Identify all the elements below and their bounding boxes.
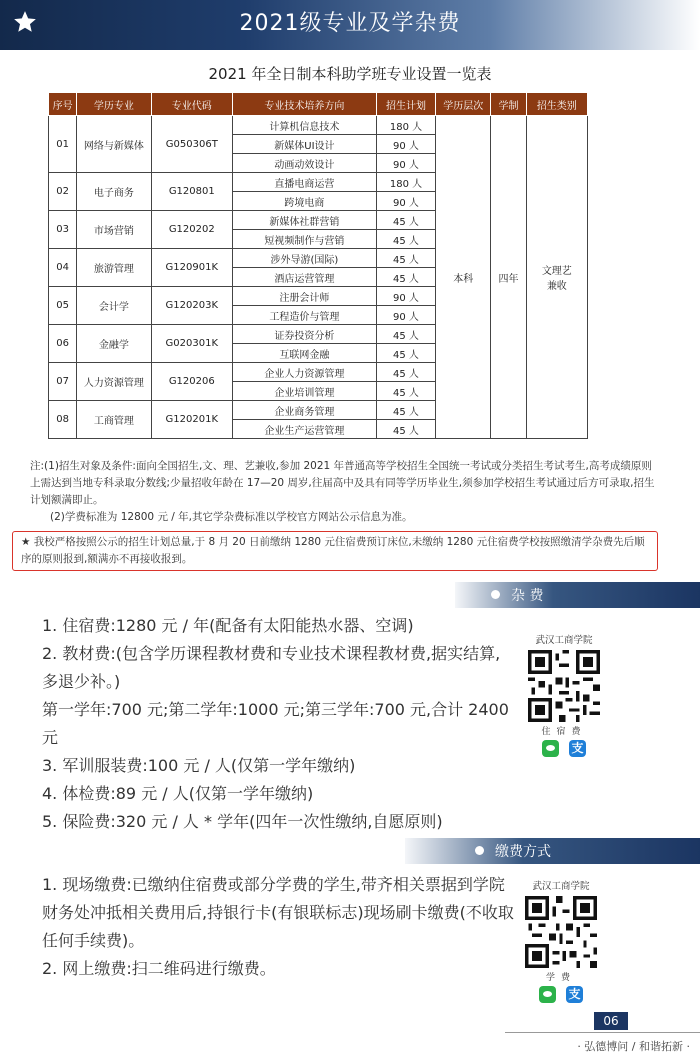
col-header: 专业技术培养方向 bbox=[233, 93, 377, 116]
cell-plan: 45 人 bbox=[376, 344, 435, 363]
cell-major: 人力资源管理 bbox=[77, 363, 151, 401]
wechat-pay-icon bbox=[539, 986, 556, 1003]
cell-direction: 新媒体社群营销 bbox=[233, 211, 377, 230]
cell-major: 旅游管理 bbox=[77, 249, 151, 287]
cell-category bbox=[526, 116, 587, 439]
list-item: 1. 住宿费:1280 元 / 年(配备有太阳能热水器、空调) bbox=[42, 616, 414, 635]
cell-direction: 酒店运营管理 bbox=[233, 268, 377, 287]
col-header: 学制 bbox=[491, 93, 526, 116]
cell-major: 电子商务 bbox=[77, 173, 151, 211]
col-header: 招生计划 bbox=[376, 93, 435, 116]
note-2: (2)学费标准为 12800 元 / 年,其它学杂费标准以学校官方网站公示信息为准。 bbox=[50, 511, 413, 523]
cell-major: 金融学 bbox=[77, 325, 151, 363]
col-header: 专业代码 bbox=[151, 93, 232, 116]
cell-code: G120203K bbox=[151, 287, 232, 325]
qr-tuition bbox=[519, 876, 603, 1003]
cell-plan: 180 人 bbox=[376, 116, 435, 135]
list-item: 第一学年:700 元;第二学年:1000 元;第三学年:700 元,合计 2400 元 bbox=[42, 700, 509, 747]
cell-no: 05 bbox=[49, 287, 77, 325]
cell-direction: 证券投资分析 bbox=[233, 325, 377, 344]
cell-plan: 90 人 bbox=[376, 154, 435, 173]
cell-direction: 注册会计师 bbox=[233, 287, 377, 306]
cell-direction: 动画动效设计 bbox=[233, 154, 377, 173]
cell-direction: 跨境电商 bbox=[233, 192, 377, 211]
col-header: 招生类别 bbox=[526, 93, 587, 116]
cell-no: 01 bbox=[49, 116, 77, 173]
payment-section-title: 缴费方式 bbox=[495, 844, 551, 860]
cell-direction: 互联网金融 bbox=[233, 344, 377, 363]
cell-no: 06 bbox=[49, 325, 77, 363]
cell-no: 04 bbox=[49, 249, 77, 287]
notice-box bbox=[12, 531, 658, 571]
cell-plan: 45 人 bbox=[376, 401, 435, 420]
list-item: 2. 教材费:(包含学历课程教材费和专业技术课程教材费,据实结算,多退少补。) bbox=[42, 644, 501, 691]
cell-plan: 45 人 bbox=[376, 325, 435, 344]
cell-plan: 180 人 bbox=[376, 173, 435, 192]
cell-plan: 45 人 bbox=[376, 382, 435, 401]
table-header-row bbox=[49, 93, 588, 116]
cell-direction: 短视频制作与营销 bbox=[233, 230, 377, 249]
cell-direction: 涉外导游(国际) bbox=[233, 249, 377, 268]
star-icon: ★ bbox=[21, 536, 34, 548]
cell-direction: 新媒体UI设计 bbox=[233, 135, 377, 154]
list-item: 4. 体检费:89 元 / 人(仅第一学年缴纳) bbox=[42, 784, 314, 803]
col-header: 序号 bbox=[49, 93, 77, 116]
qr-dorm bbox=[522, 630, 606, 757]
cell-code: G120206 bbox=[151, 363, 232, 401]
list-item: 1. 现场缴费:已缴纳住宿费或部分学费的学生,带齐相关票据到学院财务处冲抵相关费用后,持银行卡(有银联标志)现场刷卡缴费(不收取任何手续费)。 bbox=[42, 875, 514, 950]
notice-text: 我校严格按照公示的招生计划总量,于 8 月 20 日前缴纳 1280 元住宿费预订床位,未缴纳 1280 元住宿费学校按照缴清学杂费先后顺序的原则报到,额满亦不再接收报到。 bbox=[21, 536, 645, 565]
wechat-pay-icon bbox=[542, 740, 559, 757]
cell-no: 03 bbox=[49, 211, 77, 249]
cell-direction: 企业生产运营管理 bbox=[233, 420, 377, 439]
cell-no: 07 bbox=[49, 363, 77, 401]
cell-code: G120201K bbox=[151, 401, 232, 439]
cell-direction: 直播电商运营 bbox=[233, 173, 377, 192]
notes bbox=[30, 458, 658, 526]
footer-slogan: · 弘德博问 / 和谐拓新 · bbox=[577, 1040, 690, 1053]
list-item: 5. 保险费:320 元 / 人 * 学年(四年一次性缴纳,自愿原则) bbox=[42, 812, 443, 831]
alipay-icon: 支 bbox=[569, 740, 586, 757]
payment-method-list bbox=[24, 871, 514, 983]
cell-no: 08 bbox=[49, 401, 77, 439]
cell-plan: 45 人 bbox=[376, 420, 435, 439]
bullet-dot-icon bbox=[475, 846, 484, 855]
payment-section-bar bbox=[405, 838, 700, 864]
cell-direction: 企业人力资源管理 bbox=[233, 363, 377, 382]
major-table bbox=[48, 92, 588, 439]
cell-code: G050306T bbox=[151, 116, 232, 173]
category-line: 文理艺 bbox=[541, 266, 572, 277]
cell-plan: 45 人 bbox=[376, 249, 435, 268]
cell-code: G120202 bbox=[151, 211, 232, 249]
cell-plan: 90 人 bbox=[376, 135, 435, 154]
footer-divider bbox=[505, 1032, 700, 1033]
misc-fee-list bbox=[24, 612, 514, 836]
cell-major: 工商管理 bbox=[77, 401, 151, 439]
col-header: 学历专业 bbox=[77, 93, 151, 116]
cell-level: 本科 bbox=[436, 116, 491, 439]
alipay-icon: 支 bbox=[566, 986, 583, 1003]
qr-code-icon[interactable] bbox=[528, 650, 600, 722]
header-bar bbox=[0, 0, 700, 50]
cell-direction: 企业培训管理 bbox=[233, 382, 377, 401]
qr-code-icon[interactable] bbox=[525, 896, 597, 968]
cell-major: 会计学 bbox=[77, 287, 151, 325]
qr-caption: 武汉工商学院 bbox=[535, 635, 593, 646]
cell-plan: 45 人 bbox=[376, 363, 435, 382]
cell-duration: 四年 bbox=[491, 116, 526, 439]
table-row bbox=[49, 116, 588, 135]
col-header: 学历层次 bbox=[436, 93, 491, 116]
qr-subcaption: 学费 bbox=[545, 973, 576, 983]
misc-section-title: 杂 费 bbox=[511, 588, 544, 604]
cell-major: 网络与新媒体 bbox=[77, 116, 151, 173]
list-item: 3. 军训服装费:100 元 / 人(仅第一学年缴纳) bbox=[42, 756, 356, 775]
qr-subcaption: 住宿费 bbox=[541, 727, 587, 737]
cell-plan: 90 人 bbox=[376, 192, 435, 211]
list-item: 2. 网上缴费:扫二维码进行缴费。 bbox=[42, 959, 276, 978]
table-title: 2021 年全日制本科助学班专业设置一览表 bbox=[208, 65, 492, 83]
cell-no: 02 bbox=[49, 173, 77, 211]
page-title: 2021级专业及学杂费 bbox=[239, 11, 461, 36]
cell-plan: 45 人 bbox=[376, 268, 435, 287]
cell-major: 市场营销 bbox=[77, 211, 151, 249]
cell-code: G120901K bbox=[151, 249, 232, 287]
bullet-dot-icon bbox=[491, 590, 500, 599]
cell-direction: 企业商务管理 bbox=[233, 401, 377, 420]
cell-plan: 45 人 bbox=[376, 230, 435, 249]
cell-plan: 90 人 bbox=[376, 306, 435, 325]
misc-section-bar bbox=[455, 582, 700, 608]
page-number: 06 bbox=[594, 1012, 628, 1030]
note-1: 注:(1)招生对象及条件:面向全国招生,文、理、艺兼收,参加 2021 年普通高等学校招生全国统一考试或分类招生考试考生,高考成绩原则上需达到当地专科录取分数线;少量招收年龄在 17—20 周岁,往届高中及具有同等学历毕业生,须参加学校招生考试通过后方可录取,招生计划额满即止。 bbox=[30, 460, 655, 506]
cell-plan: 90 人 bbox=[376, 287, 435, 306]
cell-code: G120801 bbox=[151, 173, 232, 211]
cell-code: G020301K bbox=[151, 325, 232, 363]
qr-caption: 武汉工商学院 bbox=[532, 881, 590, 892]
cell-plan: 45 人 bbox=[376, 211, 435, 230]
cell-direction: 计算机信息技术 bbox=[233, 116, 377, 135]
category-line: 兼收 bbox=[546, 281, 567, 292]
cell-direction: 工程造价与管理 bbox=[233, 306, 377, 325]
